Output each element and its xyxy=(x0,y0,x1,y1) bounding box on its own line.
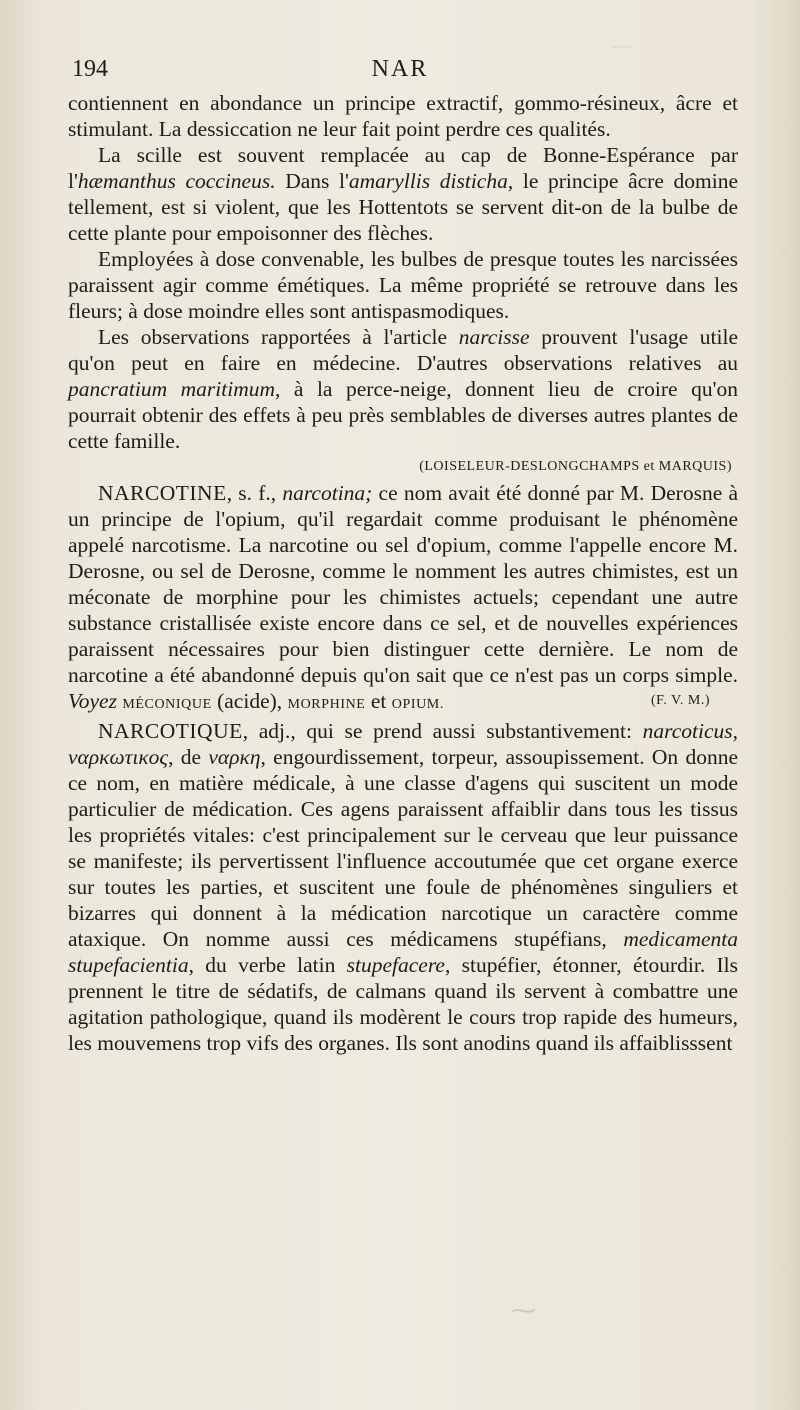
text-run: prouvent l'usage utile qu'on peut en faire en médecine. D'autres observations relatives au xyxy=(68,325,738,375)
italic-term: hæmanthus coccineus. xyxy=(77,169,276,193)
text-run: , s. f., xyxy=(226,481,283,505)
text-run: , adj., qui se prend aussi substantivement: xyxy=(242,719,643,743)
running-head: NAR xyxy=(371,56,429,82)
author-signature: (F. V. M.) xyxy=(651,693,710,708)
entry-narcotine xyxy=(68,480,738,718)
italic-term: narcisse xyxy=(458,325,530,349)
paragraph-text: contiennent en abondance un principe extractif, gommo-résineux, âcre et stimulant. La dessiccation ne leur fait point perdre ces qualités. xyxy=(68,91,738,141)
paragraph-observations xyxy=(68,324,738,454)
text-run: , le principe âcre domine tellement, est si violent, que les Hottentots se servent dit-on de la bulbe de cette plante pour empoisonner des flèches. xyxy=(68,169,738,245)
text-run: , xyxy=(732,719,738,743)
cross-reference: OPIUM. xyxy=(391,697,444,712)
greek-term: ναρκη xyxy=(208,745,261,769)
italic-term: medicamenta stupefacientia xyxy=(68,927,738,977)
cross-reference: MORPHINE xyxy=(287,697,366,712)
page-body xyxy=(68,90,738,1056)
bleed-through-mark: ﹏ xyxy=(610,26,633,51)
text-run: , à la perce-neige, donnent lieu de croire qu'on pourrait obtenir des effets à peu près semblables de diverses autres plantes de cette famille. xyxy=(68,377,738,453)
italic-term: Voyez xyxy=(68,689,117,713)
text-run: Dans l' xyxy=(275,169,349,193)
paragraph-bulbes xyxy=(68,246,738,324)
headword: NARCOTIQUE xyxy=(98,719,243,743)
text-run: , du verbe latin xyxy=(188,953,347,977)
headword: NARCOTINE xyxy=(98,481,227,505)
italic-term: amaryllis disticha xyxy=(348,169,508,193)
text-run: et xyxy=(365,689,392,713)
greek-term: ναρκωτικος xyxy=(68,745,169,769)
paragraph-scille xyxy=(68,142,738,246)
page-number: 194 xyxy=(72,56,108,82)
entry-narcotique xyxy=(68,718,738,1056)
text-run: ce nom avait été donné par M. Derosne à un principe de l'opium, qu'il regardait comme produisant le phénomène appelé narcotisme. La narcotine ou sel d'opium, comme l'appelle encore M. Derosne, ou sel de Derosne, comme le nomment les autres chimistes, est un méconate de morphine pour les chimistes actuels; cependant une autre substance cristallisée existe encore dans ce sel, et de nouvelles expériences paraissent nécessaires pour bien distinguer cette dernière. Le nom de narcotine a été abandonné depuis qu'on sait que ce n'est pas un corps simple. xyxy=(68,481,738,687)
italic-term: pancratium maritimum xyxy=(68,377,276,401)
text-run: , engourdissement, torpeur, assoupissement. On donne ce nom, en matière médicale, à une classe d'agens qui suscitent un mode particulier de médication. Ces agens paraissent affaiblir dans tous les tissus les propriétés vitales: c'est principalement sur le cerveau que leur puissance se manifeste; ils pervertissent l'influence accoutumée que cet organe exerce sur toutes les parties, et suscitent une foule de phénomènes singuliers et bizarres qui donnent à la médication narcotique un caractère comme ataxique. On nomme aussi ces médicamens stupéfians, xyxy=(68,745,738,951)
text-run: (acide), xyxy=(211,689,288,713)
cross-reference: MÉCONIQUE xyxy=(122,697,212,712)
paragraph-continuation xyxy=(68,90,738,142)
italic-term: narcoticus xyxy=(642,719,733,743)
page-header xyxy=(64,56,736,90)
text-run: , de xyxy=(168,745,209,769)
bleed-through-mark: ⁓ xyxy=(510,1296,536,1325)
text-run: Les observations rapportées à l'article xyxy=(98,325,459,349)
paragraph-text: Employées à dose convenable, les bulbes de presque toutes les narcissées paraissent agir comme émétiques. La même propriété se retrouve dans les fleurs; à dose moindre elles sont antispasmodiques. xyxy=(68,247,738,323)
author-signature: (LOISELEUR-DESLONGCHAMPS et MARQUIS) xyxy=(419,459,732,474)
text-run: La scille est souvent remplacée au cap de Bonne-Espérance par l' xyxy=(68,143,738,193)
italic-term: narcotina; xyxy=(282,481,373,505)
italic-term: stupefacere xyxy=(346,953,445,977)
text-run: , stupéfier, étonner, étourdir. Ils prennent le titre de sédatifs, de calmans quand ils servent à combattre une agitation pathologique, quand ils modèrent le cours trop rapide des humeurs, les mouvemens trop vifs des organes. Ils sont anodins quand ils affaiblisssent xyxy=(68,953,738,1055)
